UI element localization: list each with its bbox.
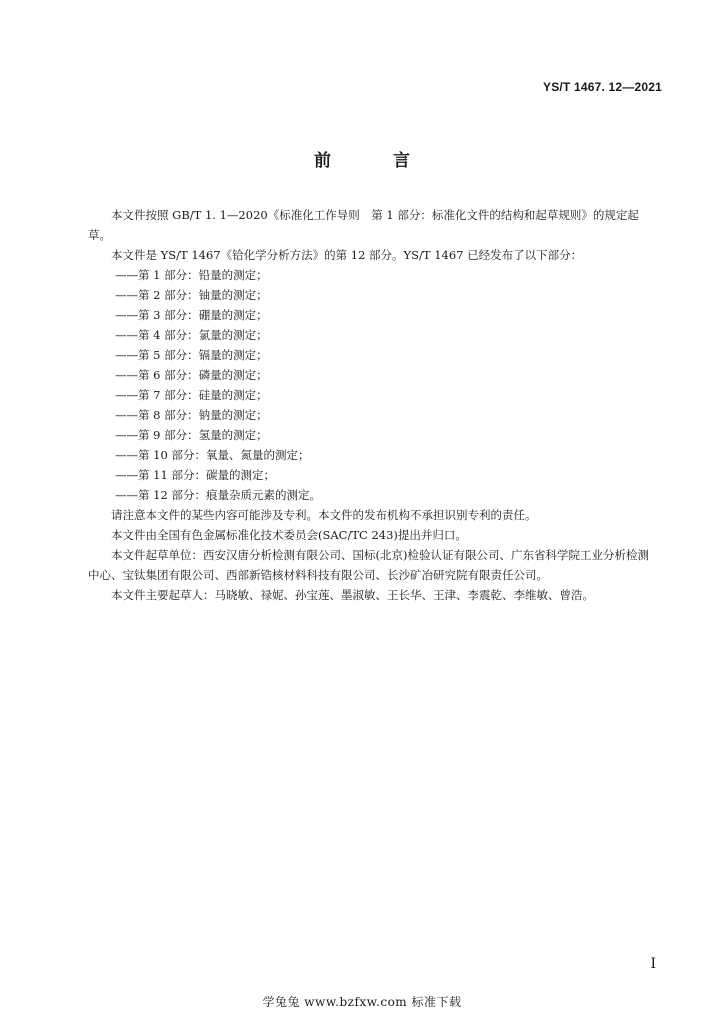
parts-list bbox=[88, 265, 660, 505]
list-item: ——第 3 部分：硼量的测定； bbox=[115, 308, 268, 322]
footer-watermark: 学兔兔 www.bzfxw.com 标准下载 bbox=[262, 995, 462, 1009]
list-item: ——第 11 部分：碳量的测定； bbox=[115, 468, 275, 482]
page-title: 前 言 bbox=[314, 151, 438, 171]
list-item: ——第 9 部分：氢量的测定； bbox=[115, 428, 268, 442]
list-item: ——第 1 部分：铅量的测定； bbox=[115, 268, 268, 282]
page-number: I bbox=[650, 956, 656, 972]
list-item: ——第 4 部分：氯量的测定； bbox=[115, 328, 268, 342]
paragraph-drafting-rules: 本文件按照 GB/T 1. 1—2020《标准化工作导则 第 1 部分：标准化文件的结构和起草规则》的规定起草。 bbox=[88, 208, 639, 242]
paragraph-series-intro: 本文件是 YS/T 1467《铪化学分析方法》的第 12 部分。YS/T 1467 已经发布了以下部分： bbox=[111, 248, 583, 262]
list-item: ——第 12 部分：痕量杂质元素的测定。 bbox=[115, 488, 321, 502]
foreword-body bbox=[88, 205, 660, 605]
list-item: ——第 5 部分：镉量的测定； bbox=[115, 348, 268, 362]
list-item: ——第 10 部分：氧量、氮量的测定； bbox=[115, 448, 310, 462]
list-item: ——第 6 部分：磷量的测定； bbox=[115, 368, 268, 382]
paragraph-patent-notice: 请注意本文件的某些内容可能涉及专利。本文件的发布机构不承担识别专利的责任。 bbox=[111, 508, 537, 522]
document-code: YS/T 1467. 12—2021 bbox=[542, 80, 662, 94]
paragraph-drafting-units: 本文件起草单位：西安汉唐分析检测有限公司、国标(北京)检验认证有限公司、广东省科学院工业分析检测中心、宝钛集团有限公司、西部新锆核材料科技有限公司、长沙矿冶研究院有限责任公司。 bbox=[88, 548, 649, 582]
list-item: ——第 2 部分：铀量的测定； bbox=[115, 288, 268, 302]
paragraph-committee: 本文件由全国有色金属标准化技术委员会(SAC/TC 243)提出并归口。 bbox=[111, 528, 467, 542]
list-item: ——第 7 部分：硅量的测定； bbox=[115, 388, 268, 402]
list-item: ——第 8 部分：钠量的测定； bbox=[115, 408, 268, 422]
paragraph-drafters: 本文件主要起草人：马晓敏、禄妮、孙宝莲、墨淑敏、王长华、王津、李震乾、李维敏、曾浩。 bbox=[111, 588, 594, 602]
